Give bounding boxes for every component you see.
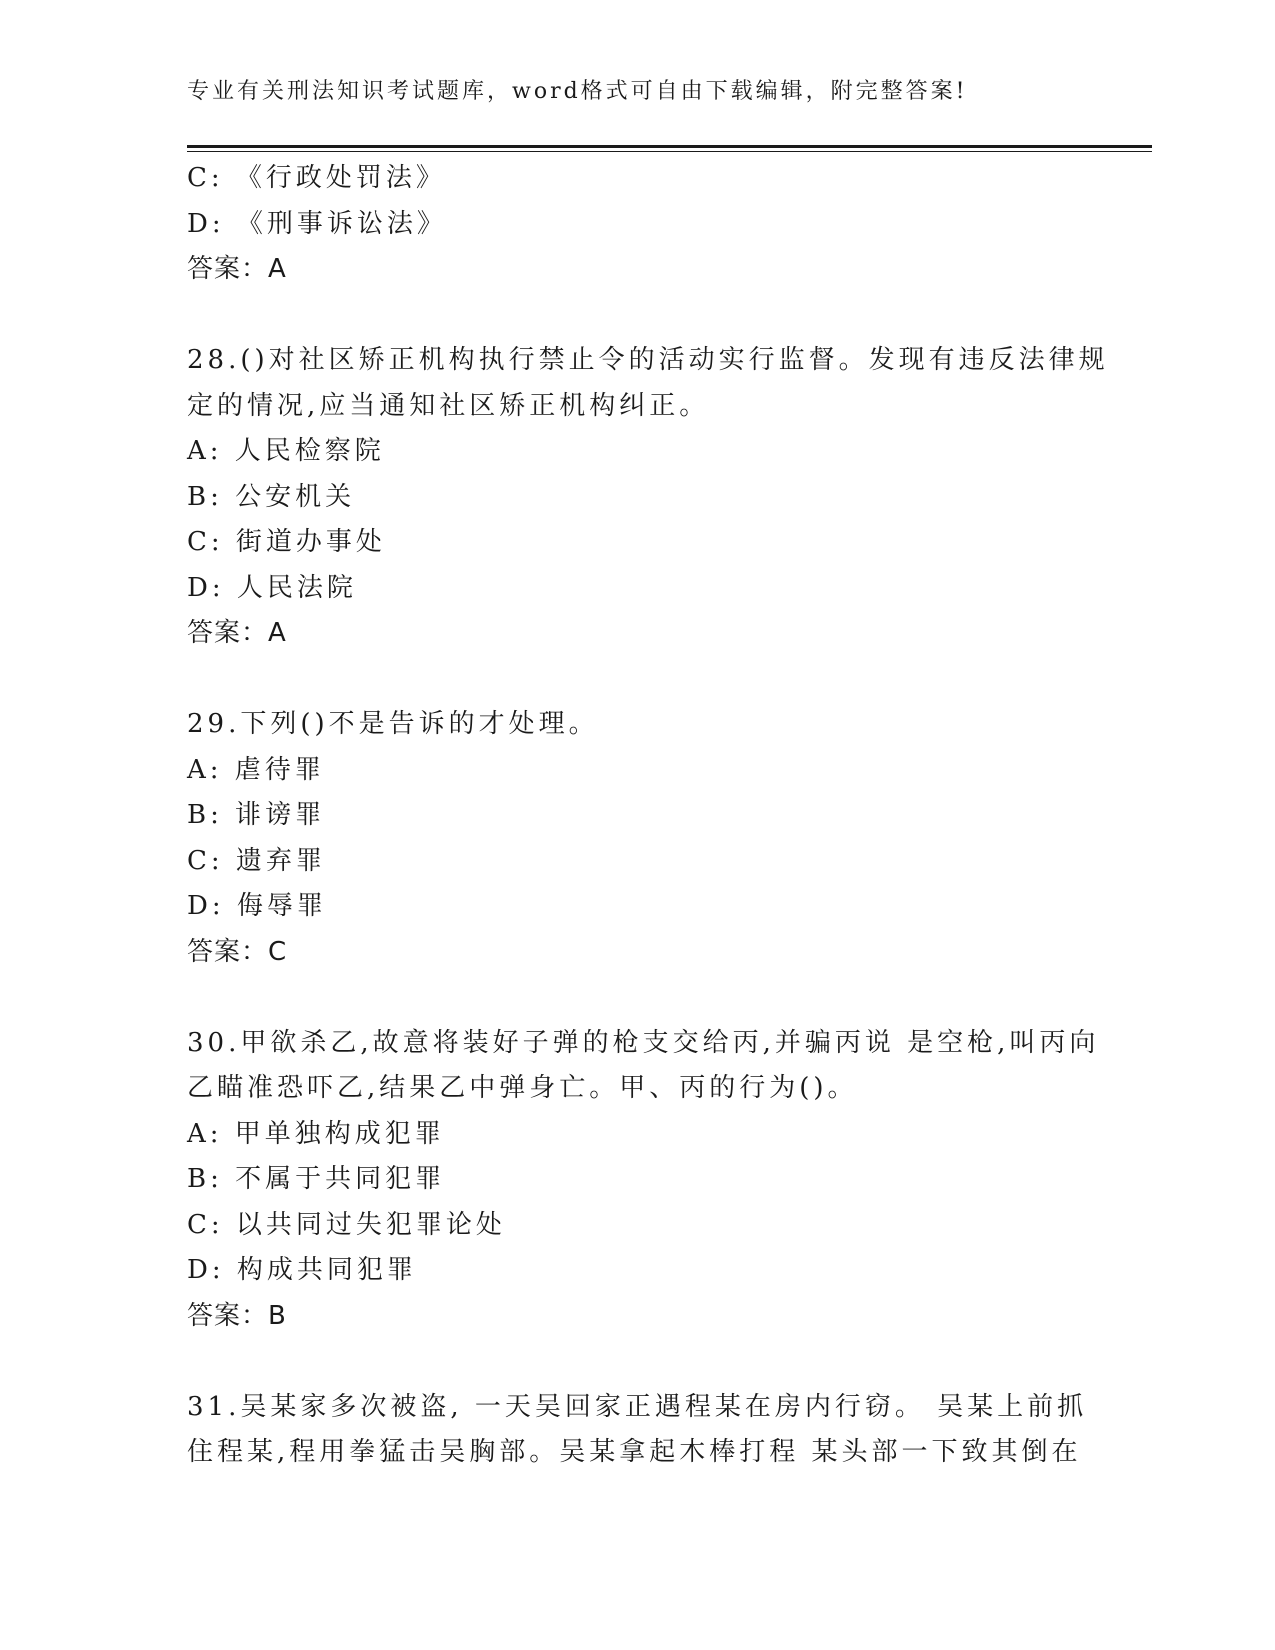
blank-line (187, 657, 1087, 703)
option-line: D: 构成共同犯罪 (187, 1255, 417, 1285)
option-line: C: 以共同过失犯罪论处 (187, 1209, 506, 1240)
question-text: 29.下列()不是告诉的才处理。 (187, 709, 599, 739)
header-rule-thin (187, 151, 1152, 152)
header-rule-thick (187, 145, 1152, 148)
option-line: C: 《行政处罚法》 (187, 163, 446, 193)
question-text: 乙瞄准恐吓乙,结果乙中弹身亡。甲、丙的行为()。 (187, 1073, 858, 1103)
answer-line: 答案：A (187, 618, 287, 648)
answer-line: 答案：B (187, 1300, 287, 1331)
question-text: 定的情况,应当通知社区矫正机构纠正。 (187, 390, 710, 421)
option-line: D: 《刑事诉讼法》 (187, 208, 447, 239)
option-line: D: 侮辱罪 (187, 891, 327, 921)
answer-line: 答案：C (187, 936, 288, 967)
question-text: 30.甲欲杀乙,故意将装好子弹的枪支交给丙,并骗丙说 是空枪,叫丙向 (187, 1027, 1100, 1058)
blank-line (187, 975, 1087, 1021)
option-line: B: 诽谤罪 (187, 800, 326, 830)
question-text: 28.()对社区矫正机构执行禁止令的活动实行监督。发现有违反法律规 (187, 345, 1109, 375)
blank-line (187, 1339, 1087, 1385)
question-text: 住程某,程用拳猛击吴胸部。吴某拿起木棒打程 某头部一下致其倒在 (187, 1437, 1082, 1467)
option-line: D: 人民法院 (187, 572, 357, 603)
page-header: 专业有关刑法知识考试题库，word格式可自由下载编辑，附完整答案! (187, 79, 968, 104)
blank-line (187, 293, 1087, 339)
option-line: C: 街道办事处 (187, 527, 386, 557)
option-line: C: 遗弃罪 (187, 845, 326, 876)
option-line: B: 公安机关 (187, 481, 356, 512)
option-line: A: 甲单独构成犯罪 (187, 1118, 445, 1149)
option-line: A: 虐待罪 (187, 754, 325, 785)
answer-line: 答案：A (187, 254, 287, 284)
option-line: B: 不属于共同犯罪 (187, 1164, 446, 1194)
question-text: 31.吴某家多次被盗, 一天吴回家正遇程某在房内行窃。 吴某上前抓 (187, 1391, 1088, 1422)
question-content (187, 156, 1109, 1476)
option-line: A: 人民检察院 (187, 436, 385, 466)
